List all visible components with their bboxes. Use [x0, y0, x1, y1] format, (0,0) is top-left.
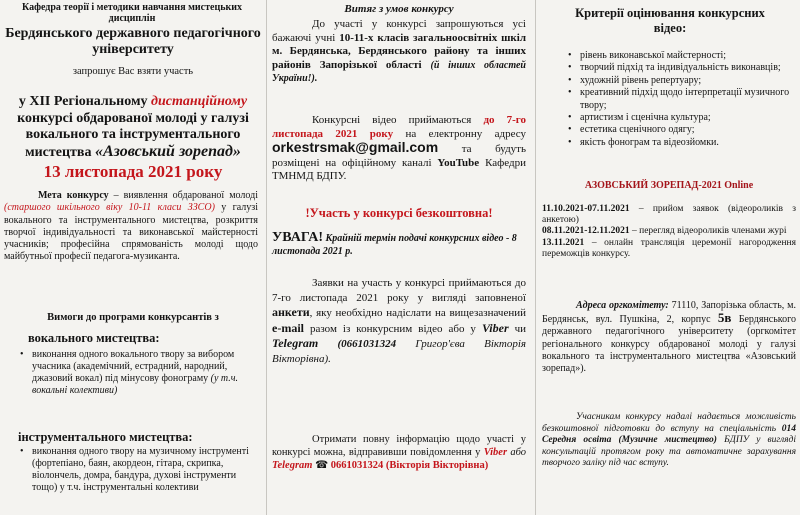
list-item: • творчий підхід та індивідуальність виконавців;	[566, 62, 798, 74]
list-item: • рівень виконавської майстерності;	[566, 50, 798, 62]
schedule-item: 08.11.2021-12.11.2021 – перегляд відеороликів членами журі	[542, 226, 787, 237]
list-item: • креативний підхід щодо інтерпретації музичного твору;	[566, 87, 798, 112]
vocal-requirements	[18, 349, 258, 397]
criteria-list	[566, 50, 798, 149]
contest-date: 13 листопада 2021 року	[43, 162, 223, 181]
vocal-heading: вокального мистецтва:	[28, 331, 160, 345]
application-text: Заявки на участь у конкурсі приймаються до 7-го листопада 2021 року у вигляді заповненої анкети, яку необхідно надіслати на вищезазначений e-mail разом із конкурсним відео або у Viber чи Telegram (0661031324 Григор'єва Вікторія Вікторівна).	[272, 277, 527, 365]
instrumental-heading: інструментального мистецтва:	[18, 430, 193, 444]
instrumental-requirements	[18, 446, 258, 494]
participation-text: До участі у конкурсі запрошуються усі бажаючі учні 10-11-х класів загальноосвітніх шкіл м. Бердянська, Бердянського району та інших районів Запорізької області (й інших областей України!).	[272, 18, 526, 84]
column-middle	[268, 0, 533, 515]
university-name: Бердянського державного педагогічного університету	[5, 26, 261, 57]
final-note: Учасникам конкурсу надалі надається можливість безкоштовної підготовки до вступу на спеціальність 014 Середня освіта (Музичне мистецтво) БДПУ у вигляді консультацій протягом року та автоматичне зарахування творчого заліку під час вступу.	[542, 412, 797, 469]
criteria-heading: Критерії оцінювання конкурсних відео:	[575, 6, 765, 35]
free-participation: !Участь у конкурсі безкоштовна!	[305, 206, 493, 220]
column-left	[0, 0, 265, 515]
attention-block: УВАГА! Крайній термін подачі конкурсних відео - 8 листопада 2021 р.	[272, 230, 517, 257]
invite-text: запрошує Вас взяти участь	[72, 66, 194, 77]
list-item: • художній рівень репертуару;	[566, 75, 798, 87]
schedule	[542, 204, 796, 260]
column-divider	[266, 0, 267, 515]
video-submission-text: Конкурсні відео приймаються до 7-го листопада 2021 року на електронну адресу orkestrsmak@gmail.com та будуть розміщені на офіційному каналі YouTube Кафедри ТМНМД БДПУ.	[272, 114, 527, 182]
list-item: • естетика сценічного одягу;	[566, 124, 798, 136]
telephone-icon: ☎	[315, 459, 329, 471]
online-title: АЗОВСЬКИЙ ЗОРЕПАД-2021 Online	[584, 180, 754, 191]
contest-goal: Мета конкурсу – виявлення обдарованої молоді (старшого шкільного віку 10-11 класи ЗЗСО) у галузі вокального та інструментального мистецтва, розкриття творчої індивідуальності та виконавської майстерності учасників; професійна спрямованість молоді щодо майбутньої професії педагога-музиканта.	[4, 190, 258, 263]
schedule-item: 11.10.2021-07.11.2021 – прийом заявок (відеороликів з анкетою)	[542, 204, 796, 226]
list-item: • артистизм і сценічна культура;	[566, 112, 798, 124]
column-divider	[535, 0, 536, 515]
contact-phone[interactable]: 0661031324 (Вікторія Вікторівна)	[330, 459, 489, 471]
column-right	[538, 0, 800, 515]
contest-title: у XII Регіональному дистанційному конкурсі обдарованої молоді у галузі вокального та інструментального мистецтва «Азовський зорепад»	[17, 94, 249, 160]
requirements-title: Вимоги до програми конкурсантів з	[47, 312, 219, 323]
email-address[interactable]: orkestrsmak@gmail.com	[272, 139, 439, 155]
list-item: • виконання одного твору на музичному інструменті (фортепіано, баян, акордеон, гітара, скрипка, віолончель, домра, бандура, духові інструменти тощо) у т.ч. інструментальні колективи	[18, 446, 258, 494]
list-item: • виконання одного вокального твору за вибором учасника (академічний, естрадний, народний, джазовий вокал) під мінусову фонограму (у т.ч. вокальні колективи)	[18, 349, 258, 397]
contact-info: Отримати повну інформацію щодо участі у конкурсі можна, відправивши повідомлення у Viber або Telegram ☎ 0661031324 (Вікторія Вікторівна)	[272, 434, 527, 471]
schedule-item: 13.11.2021 – онлайн трансляція церемонії нагородження переможців конкурсу.	[542, 237, 796, 259]
department-name: Кафедра теорії і методики навчання мистецьких дисциплін	[21, 2, 243, 24]
organizer-address: Адреса оргкомітету: 71110, Запорізька область, м. Бердянськ, вул. Пушкіна, 2, корпус 5в Бердянського державного педагогічного університету (оргкомітет регіонального конкурсу обдарованої молоді у галузі вокального та інструментального мистецтва «Азовський зорепад»).	[542, 300, 797, 375]
contest-name: «Азовський зорепад»	[94, 142, 241, 160]
list-item: • якість фонограм та відеозйомки.	[566, 137, 798, 149]
conditions-heading: Витяг з умов конкурсу	[344, 3, 454, 15]
